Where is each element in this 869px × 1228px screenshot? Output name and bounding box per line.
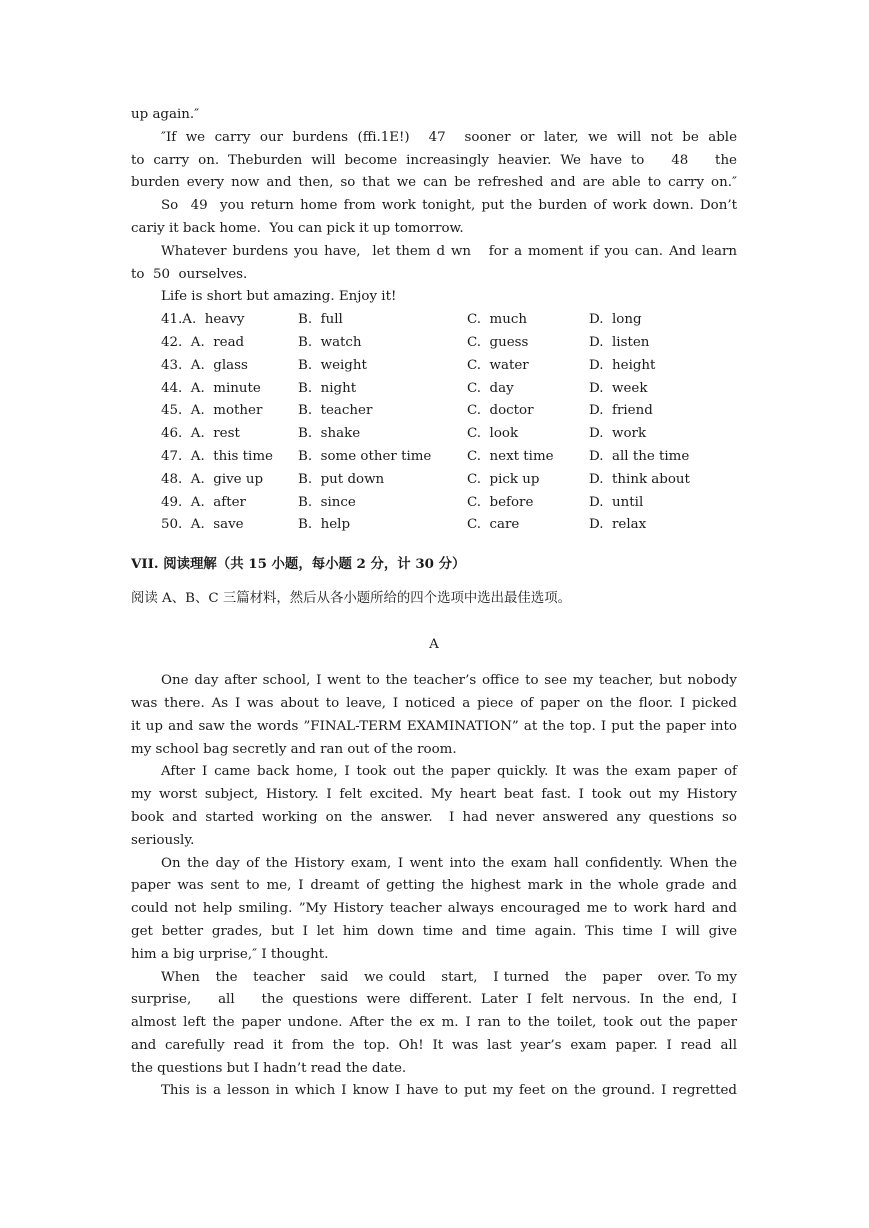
option-a: 43. A. glass [161,357,248,373]
text-line: ″If we carry our burdens (ffi.1E!) 47 sooner or later, we will not be able [161,129,737,145]
document-page [131,104,737,1103]
option-row [131,378,737,401]
passage-line: book and started working on the answer. I had never answered any questions so [131,809,737,825]
option-row [131,423,737,446]
passage-line: surprise, all the questions were different. Later I felt nervous. In the end, I [131,992,737,1008]
option-b: B. watch [298,334,362,350]
option-c: C. much [467,312,527,328]
reading-passage-a [131,670,737,1103]
option-a: 50. A. save [161,517,244,533]
text-line: to 50 ourselves. [131,266,248,282]
option-d: D. long [589,312,642,328]
option-d: D. work [589,426,647,442]
option-d: D. friend [589,403,653,419]
option-c: C. look [467,426,519,442]
option-row [131,492,737,515]
passage-line: get better grades, but I let him down time and time again. This time I will give [131,923,737,939]
section-instruction: 阅读 A、B、C 三篇材料，然后从各小题所给的四个选项中选出最佳选项。 [131,591,571,607]
option-b: B. put down [298,471,385,487]
option-row [131,355,737,378]
option-a: 48. A. give up [161,471,264,487]
option-d: D. week [589,380,648,396]
option-b: B. full [298,312,343,328]
option-row [131,332,737,355]
passage-line: One day after school, I went to the teacher’s office to see my teacher, but nobody [161,673,737,689]
option-c: C. before [467,494,534,510]
text-line: burden every now and then, so that we can be refreshed and are able to carry on.″ [131,175,737,191]
option-d: D. relax [589,517,647,533]
option-c: C. guess [467,334,529,350]
passage-line: On the day of the History exam, I went into the exam hall confidently. When the [161,855,737,871]
text-line: cariy it back home. You can pick it up tomorrow. [131,220,464,236]
option-b: B. night [298,380,357,396]
option-a: 47. A. this time [161,448,273,464]
option-row [131,309,737,332]
option-b: B. some other time [298,448,432,464]
passage-title: A [429,637,439,653]
passage-line: and carefully read it from the top. Oh! It was last year’s exam paper. I read all [131,1037,737,1053]
text-line: to carry on. Theburden will become increasingly heavier. We have to 48 the [131,152,737,168]
text-line: Whatever burdens you have, let them d wn for a moment if you can. And learn [161,243,737,259]
cloze-options-list [131,309,737,537]
passage-line: my worst subject, History. I felt excited. My heart beat fast. I took out my History [131,787,737,803]
option-a: 46. A. rest [161,426,240,442]
option-row [131,469,737,492]
passage-line: was there. As I was about to leave, I noticed a piece of paper on the floor. I picked [131,695,737,711]
option-c: C. next time [467,448,554,464]
text-line: So 49 you return home from work tonight, put the burden of work down. Don’t [161,198,737,214]
option-a: 45. A. mother [161,403,263,419]
passage-line: could not help smiling. ”My History teacher always encouraged me to work hard and [131,901,737,917]
option-c: C. pick up [467,471,540,487]
passage-line: it up and saw the words ”FINAL-TERM EXAMINATION” at the top. I put the paper into [131,718,737,734]
option-a: 44. A. minute [161,380,261,396]
section-title: VII. 阅读理解（共 15 小题，每小题 2 分，计 30 分） [131,556,466,573]
option-row [131,400,737,423]
option-d: D. all the time [589,448,690,464]
option-b: B. shake [298,426,361,442]
passage-line: him a big urprise,″ I thought. [131,946,329,962]
option-b: B. help [298,517,351,533]
option-b: B. weight [298,357,367,373]
option-a: 49. A. after [161,494,246,510]
option-d: D. until [589,494,644,510]
text-line: Life is short but amazing. Enjoy it! [161,289,397,305]
option-c: C. care [467,517,520,533]
option-row [131,446,737,469]
cloze-passage-tail [131,104,737,309]
option-c: C. doctor [467,403,534,419]
option-c: C. water [467,357,529,373]
option-d: D. listen [589,334,650,350]
option-c: C. day [467,380,514,396]
option-a: 41.A. heavy [161,312,245,328]
passage-line: This is a lesson in which I know I have to put my feet on the ground. I regretted [161,1083,737,1099]
passage-line: paper was sent to me, I dreamt of getting the highest mark in the whole grade and [131,878,737,894]
option-b: B. teacher [298,403,373,419]
option-b: B. since [298,494,356,510]
option-d: D. height [589,357,656,373]
option-row [131,514,737,537]
option-d: D. think about [589,471,690,487]
option-a: 42. A. read [161,334,245,350]
text-line: up again.″ [131,107,200,122]
passage-line: almost left the paper undone. After the ex m. I ran to the toilet, took out the paper [131,1015,737,1031]
passage-line: After I came back home, I took out the paper quickly. It was the exam paper of [161,764,737,780]
passage-line: When the teacher said we could start, I turned the paper over. To my [161,969,737,985]
passage-line: the questions but I hadn’t read the date. [131,1060,407,1076]
passage-line: my school bag secretly and ran out of the room. [131,741,457,757]
passage-line: seriously. [131,832,195,848]
